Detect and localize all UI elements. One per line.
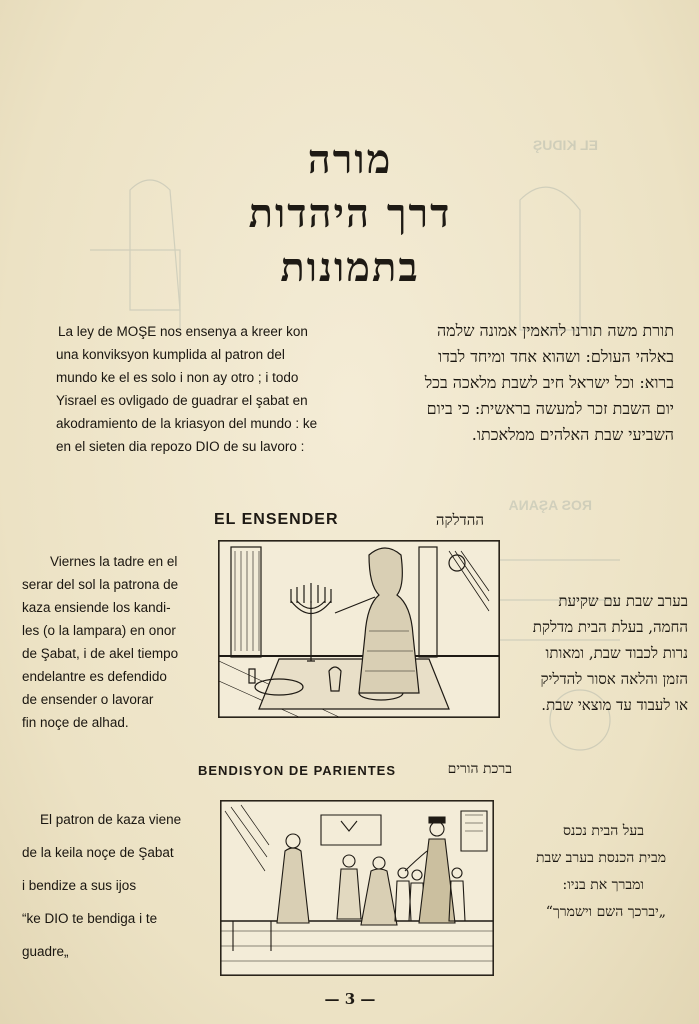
woman-lighting-candles-icon [219,541,499,717]
section1-hebrew [500,588,688,718]
section1-ladino-line: les (o la lampara) en onor [22,623,176,638]
title-line-2: דרך היהדות [248,190,452,237]
intro-ladino [56,320,356,458]
section1-hebrew-line: נרות לכבוד שבת, ומאותו [545,644,688,662]
section1-ladino-line: endelantre es defendido [22,669,167,684]
intro-hebrew-line: באלהי העולם: ושהוא אחד ומיחד לבדו [438,347,674,366]
bleed-label-2: ROS AŞANA [508,497,592,513]
section2-ladino-line: guadre„ [22,944,69,959]
section1-ladino-line: fin noçe de alhad. [22,715,129,730]
intro-ladino-line: una konviksyon kumplida al patron del [56,347,285,362]
section2-ladino-line: “ke DIO te bendiga i te [22,911,158,926]
section1-ladino-line: Viernes la tadre en el [50,554,178,569]
title-line-3: בתמונות [280,244,420,291]
section1-ladino-line: kaza ensiende los kandi- [22,600,171,615]
section2-hebrew [496,818,666,926]
intro-ladino-line: La ley de MOŞE nos ensenya a kreer kon [58,324,308,339]
intro-hebrew-line: השביעי שבת האלהים ממלאכתו. [471,425,674,444]
section1-ladino-line: de Şabat, i de akel tiempo [22,646,179,661]
title-line-1: מורה [307,136,393,183]
section1-hebrew-line: בערב שבת עם שקיעת [558,592,688,610]
section1-ladino-line: de ensender o lavorar [22,692,154,707]
section2-title-ladino: BENDISYON DE PARIENTES [198,763,397,778]
section1-ladino-line: serar del sol la patrona de [22,577,179,592]
intro-ladino-line: Yisrael es ovligado de guadrar el şabat en [56,393,308,408]
section1-hebrew-line: החמה, בעלת הבית מדלקת [532,618,688,636]
blessing-illustration [220,800,494,976]
intro-hebrew-line: ברוא: וכל ישראל חיב לשבת מלאכה בכל [424,373,674,392]
section2-hebrew-line: ומברך את בניו: [562,877,644,893]
section2-ladino [22,803,212,968]
intro-ladino-line: en el sieten dia repozo DIO de su lavoro : [56,439,305,454]
father-blessing-children-icon [221,801,493,975]
intro-hebrew-line: יום השבת זכר למעשה בראשית: כי ביום [426,399,674,418]
bleed-label-1: EL KIDUŞ [532,137,598,153]
section2-hebrew-line: בעל הבית נכנס [562,823,644,839]
candle-lighting-illustration [218,540,500,718]
intro-hebrew [372,318,674,448]
intro-hebrew-line: תורת משה תורנו להאמין אמונה שלמה [436,321,674,340]
section1-ladino [22,550,210,734]
section1-hebrew-line: או לעבוד עד מוצאי שבת. [541,696,688,714]
section2-ladino-line: i bendize a sus ijos [22,878,137,893]
section1-hebrew-line: הזמן והלאה אסור להדליק [540,670,688,688]
intro-ladino-line: akodramiento de la kriasyon del mundo : ke [56,416,318,431]
section2-hebrew-line: מבית הכנסת בערב שבת [535,850,666,866]
intro-ladino-line: mundo ke el es solo i non ay otro ; i todo [56,370,299,385]
section2-ladino-line: El patron de kaza viene [40,812,182,827]
section2-ladino-line: de la keila noçe de Şabat [22,845,174,860]
section2-hebrew-line: „יברכך השם וישמרך“ [545,904,666,920]
page-number: — 3 — [324,990,376,1008]
section1-title-ladino: EL ENSENDER [214,511,339,528]
section2-title-hebrew: ברכת הורים [447,761,512,777]
section1-title-hebrew: ההדלקה [435,511,484,529]
